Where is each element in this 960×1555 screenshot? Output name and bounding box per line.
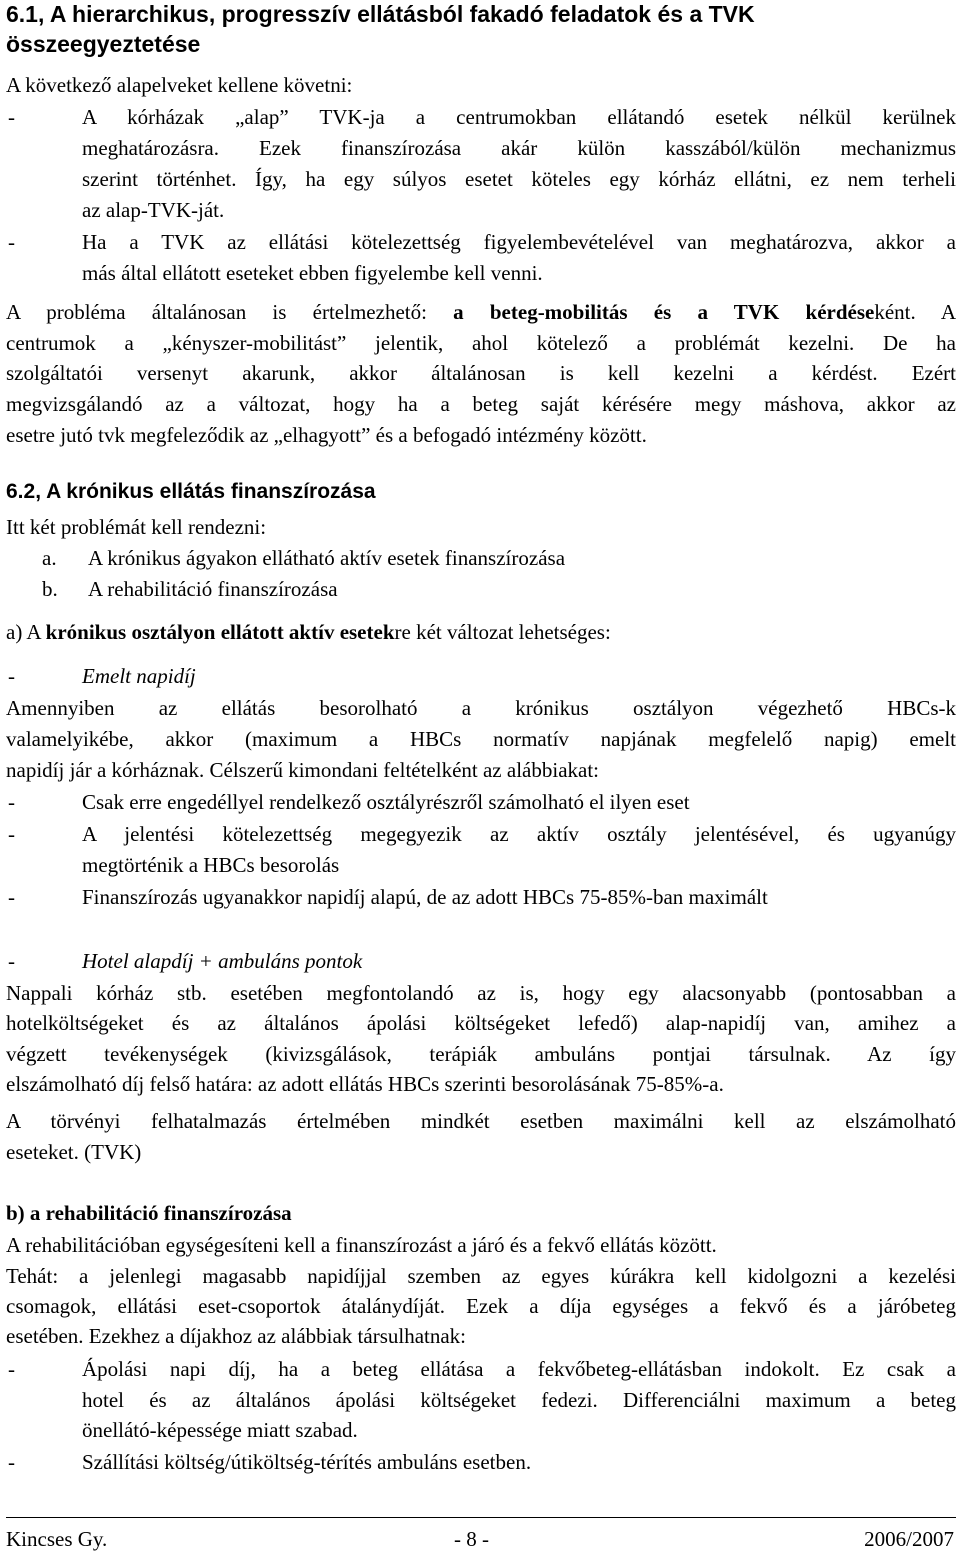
bullet-dash: -: [8, 105, 15, 129]
paragraph-line: elszámolható díj felső határa: az adott ellátás HBCs szerinti besorolásának 75-85%-a.: [6, 1072, 724, 1096]
bullet-dash: -: [8, 885, 15, 909]
bullet-dash: -: [8, 1450, 15, 1474]
rehab-item: hotel és az általános ápolási költségeket fedezi. Differenciálni maximum a beteg: [82, 1388, 956, 1412]
paragraph-line: esetre jutó tvk megfeleződik az „elhagyott” és a befogadó intézmény között.: [6, 423, 647, 447]
paragraph-line: szolgáltatói versenyt akarunk, akkor általánosan is kell kezelni a kérdést. Ezért: [6, 361, 956, 385]
condition-item: A jelentési kötelezettség megegyezik az aktív osztály jelentésével, és ugyanúgy: [82, 822, 956, 846]
section-heading-6-1-line1: 6.1, A hierarchikus, progresszív ellátásból fakadó feladatok és a TVK: [6, 1, 755, 27]
variant-title-emelt: Emelt napidíj: [82, 664, 196, 688]
paragraph-line: végzett tevékenységek (kivizsgálások, terápiák ambuláns pontjai társulnak. Az így: [6, 1042, 956, 1066]
bullet-dash: -: [8, 230, 15, 254]
rehab-item: Szállítási költség/útiköltség-térítés ambuláns esetben.: [82, 1450, 532, 1474]
condition-item: megtörténik a HBCs besorolás: [82, 853, 340, 877]
paragraph-line: esetében. Ezekhez a díjakhoz az alábbiak társulhatnak:: [6, 1324, 467, 1348]
text-run: A probléma általánosan is értelmezhető:: [6, 300, 454, 324]
rehab-item: Ápolási napi díj, ha a beteg ellátása a fekvőbeteg-ellátásban indokolt. Ez csak a: [82, 1357, 956, 1381]
condition-item: Finanszírozás ugyanakkor napidíj alapú, de az adott HBCs 75-85%-ban maximált: [82, 885, 768, 909]
paragraph-line: eseteket. (TVK): [6, 1140, 142, 1164]
bullet-dash: -: [8, 790, 15, 814]
bullet-dash: -: [8, 1357, 15, 1381]
bullet-1-line: A kórházak „alap” TVK-ja a centrumokban ellátandó esetek nélkül kerülnek: [82, 105, 956, 129]
paragraph-line: Amennyiben az ellátás besorolható a krónikus osztályon végezhető HBCs-k: [6, 696, 956, 720]
section-heading-6-1-line2: összeegyeztetése: [6, 31, 201, 57]
list-item: A rehabilitáció finanszírozása: [88, 577, 338, 601]
text-run: a) A: [6, 620, 46, 644]
paragraph-line: centrumok a „kényszer-mobilitást” jelentik, ahol kötelező a problémát kezelni. De ha: [6, 331, 956, 355]
paragraph-intro: Itt két problémát kell rendezni:: [6, 515, 267, 539]
rehab-item: önellátó-képessége miatt szabad.: [82, 1418, 358, 1442]
bold-term: krónikus osztályon ellátott aktív esetek: [45, 620, 395, 644]
bullet-1-line: meghatározásra. Ezek finanszírozása akár külön kasszából/külön mechanizmus: [82, 136, 956, 160]
list-marker: a.: [42, 546, 57, 570]
paragraph-line: megvizsgálandó az a változat, hogy ha a beteg saját kérésére megy máshova, akkor az: [6, 392, 956, 416]
text-run: ként. A: [874, 300, 956, 324]
bold-term: a beteg-mobilitás és a TVK kérdése: [453, 300, 875, 324]
text-run: re két változat lehetséges:: [394, 620, 611, 644]
condition-item: Csak erre engedéllyel rendelkező osztályrészről számolható el ilyen eset: [82, 790, 690, 814]
list-item: A krónikus ágyakon ellátható aktív esetek finanszírozása: [88, 546, 566, 570]
section-heading-6-2: 6.2, A krónikus ellátás finanszírozása: [6, 480, 376, 503]
footer-author: Kincses Gy.: [6, 1527, 108, 1551]
bullet-2-line: Ha a TVK az ellátási kötelezettség figyelembevételével van meghatározva, akkor a: [82, 230, 956, 254]
paragraph-line: A törvényi felhatalmazás értelmében mindkét esetben maximálni kell az elszámolható: [6, 1109, 956, 1133]
variant-title-hotel: Hotel alapdíj + ambuláns pontok: [82, 949, 363, 973]
paragraph-line: csomagok, ellátási eset-csoportok átalánydíját. Ezek a díja egységes a fekvő és a járóbeteg: [6, 1294, 956, 1318]
footer-rule: [6, 1517, 956, 1518]
footer-page-number: - 8 -: [454, 1527, 489, 1551]
bullet-1-line: szerint történhet. Így, ha egy súlyos esetet köteles egy kórház ellátni, ez nem terheli: [82, 167, 956, 191]
paragraph-line: Tehát: a jelenlegi magasabb napidíjjal szemben az egyes kúrákra kell kidolgozni a kezelési: [6, 1264, 956, 1288]
paragraph-line: hotelköltségeket és az általános ápolási költségeket lefedő) alap-napidíj van, amihez a: [6, 1011, 956, 1035]
subsection-a-line: [6, 617, 956, 647]
bullet-dash: -: [8, 664, 15, 688]
bullet-dash: -: [8, 822, 15, 846]
list-marker: b.: [42, 577, 58, 601]
paragraph-intro: A következő alapelveket kellene követni:: [6, 73, 353, 97]
paragraph-line: [6, 297, 956, 327]
subsection-b-heading: b) a rehabilitáció finanszírozása: [6, 1201, 292, 1225]
paragraph-line: valamelyikébe, akkor (maximum a HBCs normatív napjának megfelelő napig) emelt: [6, 727, 956, 751]
footer-year: 2006/2007: [864, 1527, 954, 1551]
paragraph-line: Nappali kórház stb. esetében megfontolandó az is, hogy egy alacsonyabb (pontosabban a: [6, 981, 956, 1005]
paragraph-line: napidíj jár a kórháznak. Célszerű kimondani feltételként az alábbiakat:: [6, 758, 600, 782]
bullet-dash: -: [8, 949, 15, 973]
paragraph-line: A rehabilitációban egységesíteni kell a finanszírozást a járó és a fekvő ellátás között.: [6, 1233, 717, 1257]
bullet-1-line: az alap-TVK-ját.: [82, 198, 225, 222]
bullet-2-line: más által ellátott eseteket ebben figyelembe kell venni.: [82, 261, 543, 285]
